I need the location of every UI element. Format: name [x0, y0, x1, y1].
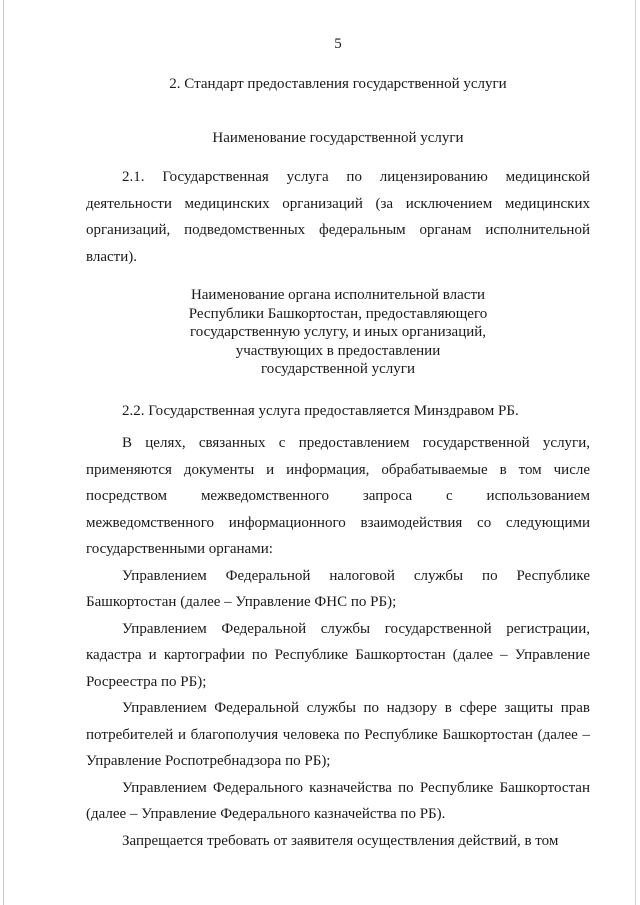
scan-edge-right	[635, 0, 636, 905]
paragraph-prohibited: Запрещается требовать от заявителя осуществления действий, в том	[122, 832, 559, 849]
subsection-title: Наименование государственной услуги	[212, 130, 464, 146]
authority-heading-line: государственной услуги	[261, 361, 415, 377]
section-title: 2. Стандарт предоставления государственной услуги	[169, 76, 507, 92]
document-body	[86, 74, 590, 854]
paragraph-2-1: 2.1. Государственная услуга по лицензированию медицинской деятельности медицинских организаций (за исключением медицинских организаций, подведомственных федеральным органам исполнительной власти).	[86, 169, 590, 265]
paragraph-purposes: В целях, связанных с предоставлением государственной услуги, применяются документы и информация, обрабатываемые в том числе посредством межведомственного запроса с использованием межведомственного информационного взаимодействия со следующими государственными органами:	[86, 435, 590, 557]
scan-edge-left	[3, 0, 4, 905]
paragraph-fns: Управлением Федеральной налоговой службы по Республике Башкортостан (далее – Управление ФНС по РБ);	[86, 567, 590, 610]
paragraph-treasury: Управлением Федерального казначейства по Республике Башкортостан (далее – Управление Федерального казначейства по РБ).	[86, 779, 590, 822]
authority-heading-line: государственную услугу, и иных организаций,	[189, 324, 487, 340]
authority-heading-line: Наименование органа исполнительной власти	[190, 287, 486, 303]
paragraph-rosreestr: Управлением Федеральной службы государственной регистрации, кадастра и картографии по Республике Башкортостан (далее – Управление Росреестра по РБ);	[86, 620, 590, 690]
paragraph-rospotrebnadzor: Управлением Федеральной службы по надзору в сфере защиты прав потребителей и благополучия человека по Республике Башкортостан (далее – Управление Роспотребнадзора по РБ);	[86, 700, 590, 769]
authority-heading	[86, 286, 590, 379]
authority-heading-line: участвующих в предоставлении	[235, 342, 441, 359]
page-number: 5	[334, 36, 342, 52]
paragraph-2-2: 2.2. Государственная услуга предоставляется Минздравом РБ.	[122, 402, 519, 419]
authority-heading-line: Республики Башкортостан, предоставляющего	[188, 305, 488, 322]
